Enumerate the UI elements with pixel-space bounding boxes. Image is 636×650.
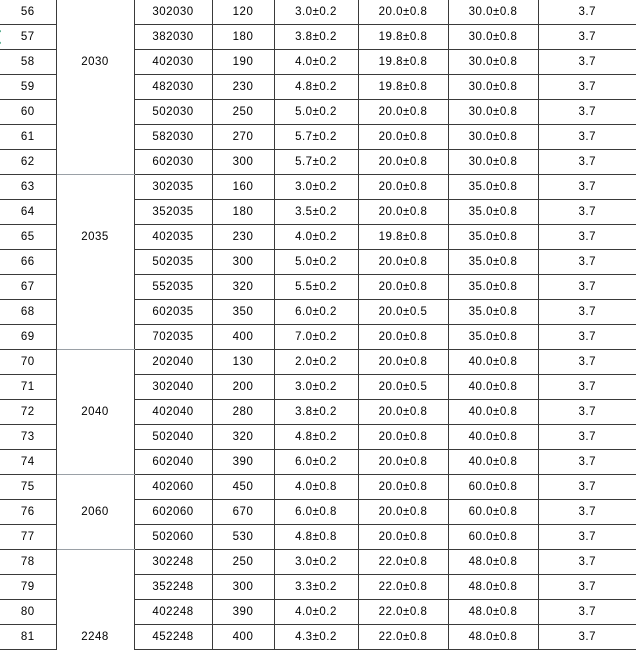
cell-type xyxy=(56,75,134,100)
cell-dim-b: 20.0±0.8 xyxy=(358,275,448,300)
table-row xyxy=(0,625,636,650)
cell-number: 66 xyxy=(0,250,56,275)
cell-dim-d: 3.7 xyxy=(538,525,636,550)
cell-dim-a: 5.7±0.2 xyxy=(274,150,358,175)
cell-code: 602040 xyxy=(134,450,212,475)
cell-dim-c: 48.0±0.8 xyxy=(448,575,538,600)
cell-dim-d: 3.7 xyxy=(538,175,636,200)
cell-code: 302035 xyxy=(134,175,212,200)
cell-type xyxy=(56,425,134,450)
cell-dim-c: 60.0±0.8 xyxy=(448,500,538,525)
table-row xyxy=(0,225,636,250)
cell-length: 160 xyxy=(212,175,274,200)
cell-type xyxy=(56,450,134,475)
cell-type xyxy=(56,0,134,25)
table-row xyxy=(0,400,636,425)
cell-code: 402040 xyxy=(134,400,212,425)
cell-dim-d: 3.7 xyxy=(538,0,636,25)
cell-dim-c: 30.0±0.8 xyxy=(448,75,538,100)
cell-dim-c: 35.0±0.8 xyxy=(448,250,538,275)
cell-dim-a: 4.0±0.8 xyxy=(274,475,358,500)
cell-number: 79 xyxy=(0,575,56,600)
cell-dim-a: 3.0±0.2 xyxy=(274,0,358,25)
cell-number: 67 xyxy=(0,275,56,300)
cell-dim-d: 3.7 xyxy=(538,75,636,100)
cell-dim-c: 35.0±0.8 xyxy=(448,275,538,300)
table-row xyxy=(0,375,636,400)
cell-dim-a: 6.0±0.2 xyxy=(274,300,358,325)
cell-dim-c: 35.0±0.8 xyxy=(448,175,538,200)
cell-dim-a: 5.7±0.2 xyxy=(274,125,358,150)
cell-length: 350 xyxy=(212,300,274,325)
cell-length: 400 xyxy=(212,625,274,650)
cell-dim-a: 4.3±0.2 xyxy=(274,625,358,650)
cell-dim-c: 60.0±0.8 xyxy=(448,475,538,500)
cell-dim-d: 3.7 xyxy=(538,25,636,50)
cell-length: 270 xyxy=(212,125,274,150)
cell-code: 482030 xyxy=(134,75,212,100)
cell-dim-d: 3.7 xyxy=(538,500,636,525)
cell-dim-d: 3.7 xyxy=(538,150,636,175)
cell-length: 670 xyxy=(212,500,274,525)
cell-type: 2248 xyxy=(56,625,134,650)
table-row xyxy=(0,450,636,475)
table-row xyxy=(0,550,636,575)
cell-number: 74 xyxy=(0,450,56,475)
cell-dim-c: 48.0±0.8 xyxy=(448,550,538,575)
table-row xyxy=(0,425,636,450)
table-row xyxy=(0,50,636,75)
cell-dim-a: 2.0±0.2 xyxy=(274,350,358,375)
cell-dim-b: 20.0±0.8 xyxy=(358,475,448,500)
cell-type xyxy=(56,125,134,150)
cell-dim-c: 40.0±0.8 xyxy=(448,350,538,375)
cell-dim-d: 3.7 xyxy=(538,375,636,400)
cell-length: 230 xyxy=(212,225,274,250)
cell-length: 280 xyxy=(212,400,274,425)
table-row xyxy=(0,75,636,100)
cell-type: 2035 xyxy=(56,225,134,250)
cell-number: 75 xyxy=(0,475,56,500)
cell-type: 2060 xyxy=(56,500,134,525)
cell-dim-a: 7.0±0.2 xyxy=(274,325,358,350)
table-row xyxy=(0,0,636,25)
cell-length: 300 xyxy=(212,150,274,175)
cell-dim-b: 20.0±0.8 xyxy=(358,325,448,350)
cell-length: 250 xyxy=(212,100,274,125)
cell-number: 81 xyxy=(0,625,56,650)
cell-dim-a: 3.8±0.2 xyxy=(274,400,358,425)
cell-dim-a: 3.0±0.2 xyxy=(274,550,358,575)
cell-type xyxy=(56,25,134,50)
cell-code: 352248 xyxy=(134,575,212,600)
table-row xyxy=(0,600,636,625)
cell-dim-d: 3.7 xyxy=(538,550,636,575)
table-row xyxy=(0,325,636,350)
cell-code: 352035 xyxy=(134,200,212,225)
cell-code: 702035 xyxy=(134,325,212,350)
cell-code: 552035 xyxy=(134,275,212,300)
cell-dim-a: 3.5±0.2 xyxy=(274,200,358,225)
cell-number: 76 xyxy=(0,500,56,525)
cell-dim-c: 40.0±0.8 xyxy=(448,400,538,425)
cell-dim-c: 60.0±0.8 xyxy=(448,525,538,550)
cell-dim-c: 40.0±0.8 xyxy=(448,375,538,400)
cell-type xyxy=(56,525,134,550)
cell-dim-d: 3.7 xyxy=(538,50,636,75)
cell-dim-c: 48.0±0.8 xyxy=(448,600,538,625)
cell-length: 250 xyxy=(212,550,274,575)
cell-length: 130 xyxy=(212,350,274,375)
cell-length: 230 xyxy=(212,75,274,100)
cell-type xyxy=(56,375,134,400)
cell-dim-a: 4.8±0.8 xyxy=(274,525,358,550)
cell-dim-c: 35.0±0.8 xyxy=(448,325,538,350)
table-row xyxy=(0,150,636,175)
cell-dim-c: 35.0±0.8 xyxy=(448,300,538,325)
cell-code: 382030 xyxy=(134,25,212,50)
table-row xyxy=(0,525,636,550)
cell-dim-b: 20.0±0.8 xyxy=(358,250,448,275)
table-row xyxy=(0,500,636,525)
cell-dim-a: 3.0±0.2 xyxy=(274,375,358,400)
cell-dim-a: 3.0±0.2 xyxy=(274,175,358,200)
cell-dim-b: 19.8±0.8 xyxy=(358,25,448,50)
cell-code: 402248 xyxy=(134,600,212,625)
cell-dim-b: 19.8±0.8 xyxy=(358,75,448,100)
cell-code: 582030 xyxy=(134,125,212,150)
table-row xyxy=(0,350,636,375)
cell-number: 64 xyxy=(0,200,56,225)
cell-dim-a: 4.8±0.2 xyxy=(274,75,358,100)
cell-number: 72 xyxy=(0,400,56,425)
cell-dim-b: 22.0±0.8 xyxy=(358,600,448,625)
cell-type xyxy=(56,175,134,200)
cell-dim-b: 20.0±0.8 xyxy=(358,150,448,175)
cell-code: 402035 xyxy=(134,225,212,250)
cell-dim-a: 5.0±0.2 xyxy=(274,100,358,125)
cell-code: 502035 xyxy=(134,250,212,275)
cell-type xyxy=(56,275,134,300)
cell-number: 65 xyxy=(0,225,56,250)
cell-dim-a: 4.0±0.2 xyxy=(274,50,358,75)
cell-dim-d: 3.7 xyxy=(538,575,636,600)
cell-type: 2040 xyxy=(56,400,134,425)
cell-dim-b: 20.0±0.8 xyxy=(358,400,448,425)
cell-type xyxy=(56,325,134,350)
cell-dim-a: 5.5±0.2 xyxy=(274,275,358,300)
table-row xyxy=(0,275,636,300)
cell-number: 61 xyxy=(0,125,56,150)
table-row xyxy=(0,250,636,275)
cell-type xyxy=(56,250,134,275)
cell-length: 530 xyxy=(212,525,274,550)
table-row xyxy=(0,25,636,50)
cell-dim-d: 3.7 xyxy=(538,300,636,325)
cell-length: 450 xyxy=(212,475,274,500)
cell-dim-b: 22.0±0.8 xyxy=(358,625,448,650)
cell-dim-b: 22.0±0.8 xyxy=(358,550,448,575)
cell-dim-b: 20.0±0.5 xyxy=(358,300,448,325)
cell-dim-c: 30.0±0.8 xyxy=(448,125,538,150)
cell-dim-d: 3.7 xyxy=(538,600,636,625)
cell-code: 602030 xyxy=(134,150,212,175)
cell-dim-b: 20.0±0.8 xyxy=(358,500,448,525)
cell-dim-a: 4.0±0.2 xyxy=(274,600,358,625)
cell-number: 71 xyxy=(0,375,56,400)
cell-length: 390 xyxy=(212,600,274,625)
cell-code: 402030 xyxy=(134,50,212,75)
cell-code: 202040 xyxy=(134,350,212,375)
cell-dim-b: 20.0±0.5 xyxy=(358,375,448,400)
cell-number: 63 xyxy=(0,175,56,200)
cell-dim-d: 3.7 xyxy=(538,275,636,300)
cell-dim-c: 48.0±0.8 xyxy=(448,625,538,650)
cell-dim-d: 3.7 xyxy=(538,200,636,225)
cell-dim-b: 20.0±0.8 xyxy=(358,350,448,375)
cell-code: 402060 xyxy=(134,475,212,500)
table-row xyxy=(0,200,636,225)
cell-length: 180 xyxy=(212,25,274,50)
cell-number: 73 xyxy=(0,425,56,450)
cell-dim-d: 3.7 xyxy=(538,625,636,650)
cell-code: 502060 xyxy=(134,525,212,550)
cell-code: 452248 xyxy=(134,625,212,650)
cell-number: 68 xyxy=(0,300,56,325)
cell-type xyxy=(56,575,134,600)
cell-dim-d: 3.7 xyxy=(538,225,636,250)
cell-code: 302248 xyxy=(134,550,212,575)
cell-code: 602060 xyxy=(134,500,212,525)
cell-type xyxy=(56,100,134,125)
cell-number: 56 xyxy=(0,0,56,25)
cell-dim-d: 3.7 xyxy=(538,350,636,375)
cell-dim-b: 19.8±0.8 xyxy=(358,50,448,75)
cell-dim-c: 30.0±0.8 xyxy=(448,150,538,175)
cell-dim-c: 40.0±0.8 xyxy=(448,450,538,475)
cell-dim-b: 20.0±0.8 xyxy=(358,125,448,150)
table-row xyxy=(0,175,636,200)
cell-dim-c: 35.0±0.8 xyxy=(448,200,538,225)
cell-dim-a: 6.0±0.2 xyxy=(274,450,358,475)
cell-dim-c: 30.0±0.8 xyxy=(448,25,538,50)
cell-dim-a: 3.3±0.2 xyxy=(274,575,358,600)
cell-type xyxy=(56,200,134,225)
cell-dim-c: 30.0±0.8 xyxy=(448,50,538,75)
cell-number: 60 xyxy=(0,100,56,125)
cell-type xyxy=(56,550,134,575)
cell-length: 320 xyxy=(212,425,274,450)
cell-dim-c: 30.0±0.8 xyxy=(448,0,538,25)
cell-dim-b: 20.0±0.8 xyxy=(358,0,448,25)
cell-dim-b: 20.0±0.8 xyxy=(358,425,448,450)
cell-dim-d: 3.7 xyxy=(538,400,636,425)
cell-code: 302040 xyxy=(134,375,212,400)
cell-dim-d: 3.7 xyxy=(538,325,636,350)
cell-dim-a: 3.8±0.2 xyxy=(274,25,358,50)
cell-dim-d: 3.7 xyxy=(538,100,636,125)
cell-number: 78 xyxy=(0,550,56,575)
cell-dim-d: 3.7 xyxy=(538,125,636,150)
cell-code: 302030 xyxy=(134,0,212,25)
cell-number: 59 xyxy=(0,75,56,100)
cell-length: 180 xyxy=(212,200,274,225)
cell-number: 58 xyxy=(0,50,56,75)
cell-length: 300 xyxy=(212,575,274,600)
cell-dim-c: 30.0±0.8 xyxy=(448,100,538,125)
table-row xyxy=(0,300,636,325)
cell-type xyxy=(56,475,134,500)
cell-dim-b: 20.0±0.8 xyxy=(358,525,448,550)
cell-dim-c: 40.0±0.8 xyxy=(448,425,538,450)
cell-dim-d: 3.7 xyxy=(538,425,636,450)
cell-length: 400 xyxy=(212,325,274,350)
cell-type xyxy=(56,300,134,325)
cell-type: 2030 xyxy=(56,50,134,75)
cell-dim-d: 3.7 xyxy=(538,450,636,475)
cell-length: 200 xyxy=(212,375,274,400)
cell-dim-b: 20.0±0.8 xyxy=(358,100,448,125)
cell-length: 320 xyxy=(212,275,274,300)
cell-number: 57 xyxy=(0,25,56,50)
cell-dim-a: 6.0±0.8 xyxy=(274,500,358,525)
cell-dim-a: 5.0±0.2 xyxy=(274,250,358,275)
cell-number: 70 xyxy=(0,350,56,375)
cell-dim-b: 22.0±0.8 xyxy=(358,575,448,600)
cell-dim-b: 19.8±0.8 xyxy=(358,225,448,250)
cell-type xyxy=(56,600,134,625)
cell-dim-d: 3.7 xyxy=(538,250,636,275)
cell-number: 77 xyxy=(0,525,56,550)
cell-dim-b: 20.0±0.8 xyxy=(358,450,448,475)
table-row xyxy=(0,475,636,500)
cell-dim-c: 35.0±0.8 xyxy=(448,225,538,250)
cell-length: 190 xyxy=(212,50,274,75)
cell-code: 502040 xyxy=(134,425,212,450)
cell-dim-a: 4.8±0.2 xyxy=(274,425,358,450)
cell-type xyxy=(56,350,134,375)
cell-number: 69 xyxy=(0,325,56,350)
cell-code: 602035 xyxy=(134,300,212,325)
table-row xyxy=(0,575,636,600)
cell-dim-d: 3.7 xyxy=(538,475,636,500)
cell-dim-b: 20.0±0.8 xyxy=(358,175,448,200)
cell-dim-b: 20.0±0.8 xyxy=(358,200,448,225)
cell-type xyxy=(56,150,134,175)
cell-length: 300 xyxy=(212,250,274,275)
cell-length: 390 xyxy=(212,450,274,475)
table-row xyxy=(0,100,636,125)
table-row xyxy=(0,125,636,150)
cell-code: 502030 xyxy=(134,100,212,125)
cell-number: 62 xyxy=(0,150,56,175)
cell-length: 120 xyxy=(212,0,274,25)
cell-number: 80 xyxy=(0,600,56,625)
cell-dim-a: 4.0±0.2 xyxy=(274,225,358,250)
